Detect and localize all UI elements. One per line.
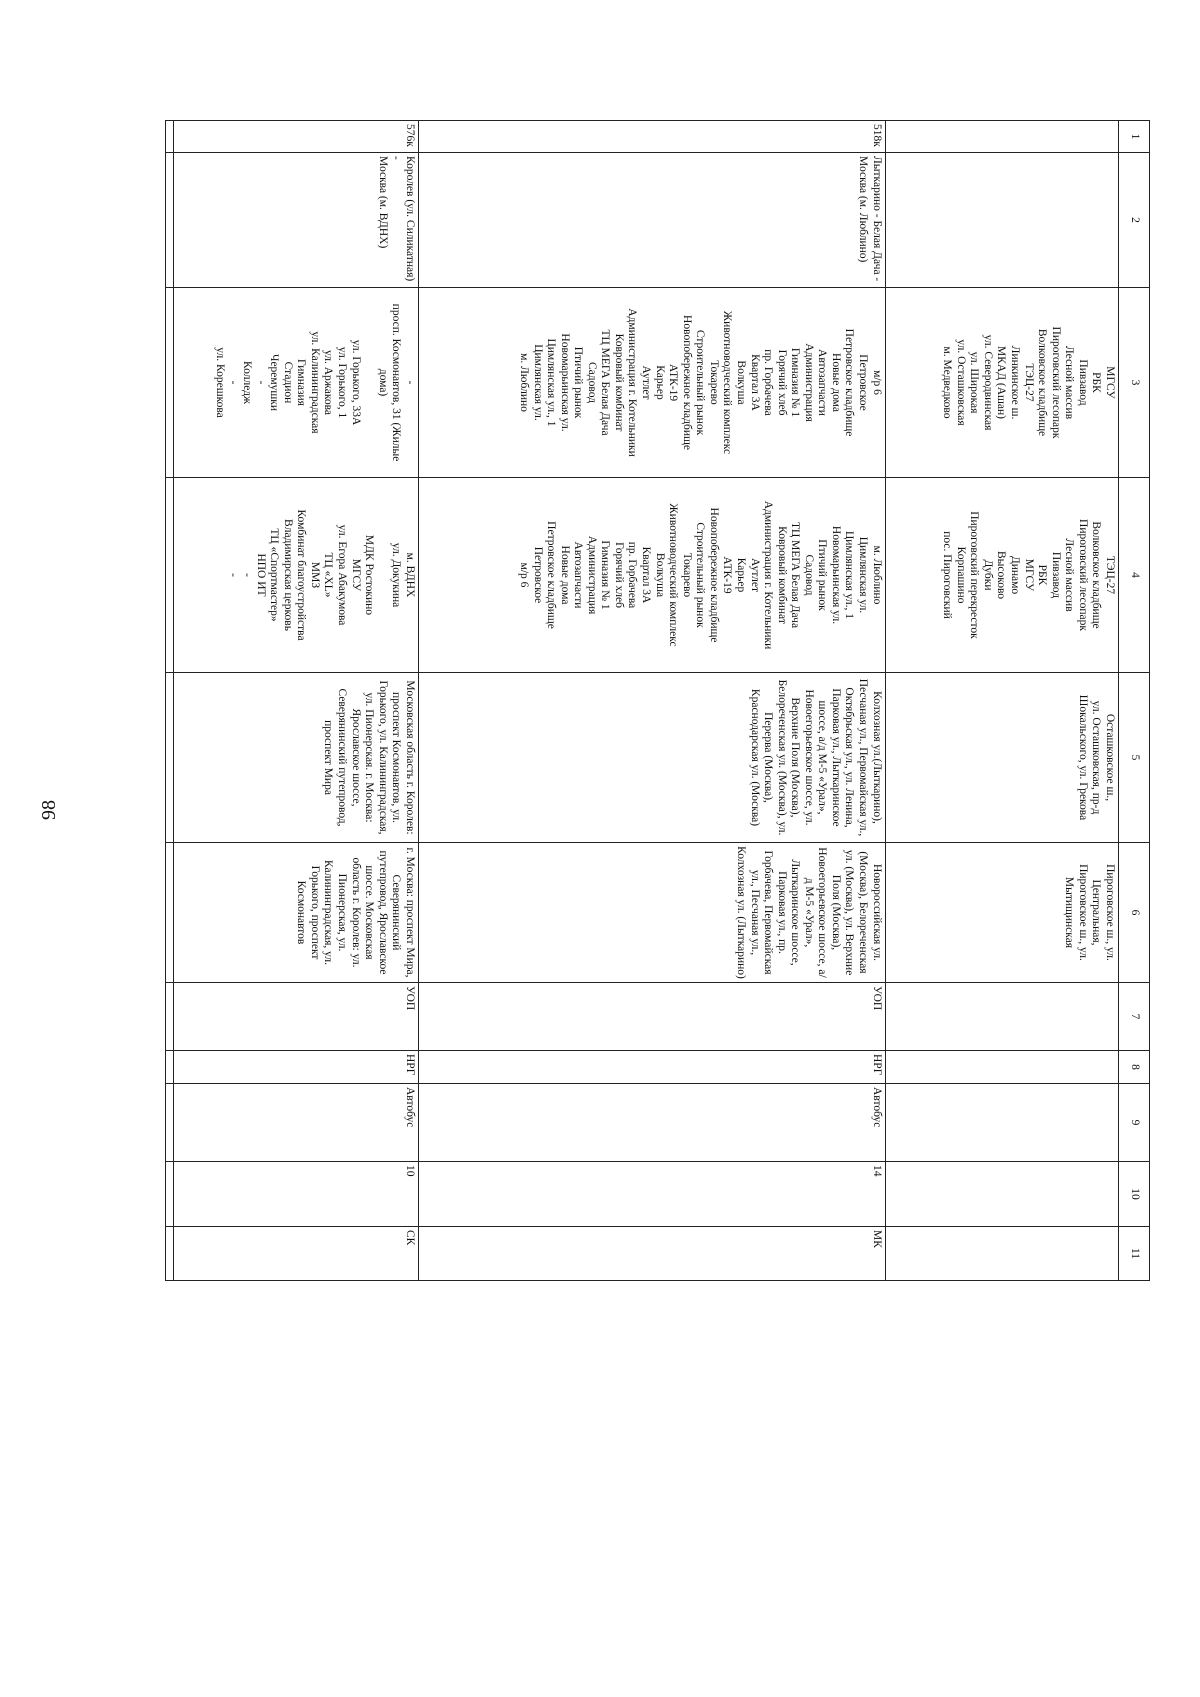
- vehicle-count: 10: [173, 1162, 418, 1227]
- vehicle-class: СК: [173, 1227, 418, 1281]
- boarding-type: УОП: [418, 983, 885, 1051]
- empty-cell: [166, 1051, 174, 1084]
- empty-cell: [166, 1084, 174, 1162]
- streets-forward: Осташковское ш., ул. Осташковская, пр-д Шокальского, ул. Грекова: [885, 673, 1118, 843]
- vehicle-type: Автобус: [418, 1084, 885, 1162]
- empty-cell: [166, 288, 174, 478]
- stops-forward: МГСУ РБК Пивзавод Лесной массив Пироговский лесопарк Волковское кладбище ТЭЦ-27 Линкинское ш. МКАД (Ашан) ул. Северодвинская ул. Широкая ул. Осташковская м. Медведково: [885, 288, 1118, 478]
- tariff-type: НРГ: [173, 1051, 418, 1084]
- table-row: [885, 121, 1118, 1281]
- header-cell: 4: [1119, 478, 1150, 673]
- header-cell: 5: [1119, 673, 1150, 843]
- header-cell: 6: [1119, 843, 1150, 983]
- header-cell: 1: [1119, 121, 1150, 153]
- empty-cell: [166, 983, 174, 1051]
- stops-backward: м. ВДНХ ул. Докукина МДК Ростокино МГСУ ул. Егора Абакумова ТЦ «XL» ММЗ Комбинат благоустройства Владимирская церковь ТЦ «Спортмастер» НПО ИТ - -: [173, 478, 418, 673]
- stops-forward: - просп. Космонавтов, 31 (Жилые дома) ул. Горького, 33А ул. Горького, 1 ул. Аржакова ул. Калининградская Гимназия Стадион Черемушки - Колледж - ул. Корешкова: [173, 288, 418, 478]
- vehicle-class: МК: [418, 1227, 885, 1281]
- table-row: [173, 121, 418, 1281]
- routes-table: [165, 120, 1150, 1281]
- header-cell: 11: [1119, 1227, 1150, 1281]
- header-cell: 10: [1119, 1162, 1150, 1227]
- page-number: 98: [38, 800, 60, 820]
- rotated-sheet: [165, 120, 1150, 1280]
- boarding-type: [885, 983, 1118, 1051]
- empty-cell: [166, 121, 174, 153]
- route-name: Лыткарино - Белая Дача - Москва (м. Люблино): [418, 153, 885, 288]
- header-cell: 3: [1119, 288, 1150, 478]
- route-number: [885, 121, 1118, 153]
- header-row: [1119, 121, 1150, 1281]
- vehicle-type: [885, 1084, 1118, 1162]
- route-name: Королев (ул. Силикатная) - Москва (м. ВДНХ): [173, 153, 418, 288]
- header-cell: 2: [1119, 153, 1150, 288]
- streets-backward: г. Москва: проспект Мира, Северянинский путепровод, Ярославское шоссе. Московская область г. Королев: ул. Пионерская, ул. Калининградская, ул. Горького, проспект Космонавтов: [173, 843, 418, 983]
- empty-cell: [166, 478, 174, 673]
- route-number: 518к: [418, 121, 885, 153]
- empty-cell: [166, 1162, 174, 1227]
- route-name: [885, 153, 1118, 288]
- tariff-type: [885, 1051, 1118, 1084]
- vehicle-type: Автобус: [173, 1084, 418, 1162]
- streets-forward: Московская область г. Королев: проспект Космонавтов, ул. Горького, ул. Калининградская, ул. Пионерская. г. Москва: Ярославское шоссе, Северянинский путепровод, проспект Мира: [173, 673, 418, 843]
- streets-backward: Пироговское ш., ул. Центральная, Пироговское ш., ул. Мытищинская: [885, 843, 1118, 983]
- route-number: 576к: [173, 121, 418, 153]
- header-cell: 8: [1119, 1051, 1150, 1084]
- table-row-empty: [166, 121, 174, 1281]
- empty-cell: [166, 673, 174, 843]
- empty-cell: [166, 1227, 174, 1281]
- streets-forward: Колхозная ул.(Лыткарино), Песчаная ул., Первомайская ул., Октябрьская ул., ул. Ленина, Парковая ул., Лыткаринское шоссе, а/д М-5 «Урал», Новоегорьевское шоссе, ул. Верхние Поля (Москва), Белореченская ул. (Москва), ул. Перерва (Москва), Краснодарская ул. (Москва): [418, 673, 885, 843]
- header-cell: 7: [1119, 983, 1150, 1051]
- streets-backward: Новороссийская ул.(Москва), Белореченская ул. (Москва), ул. Верхние Поля (Москва), Новоегорьевское шоссе, а/д М-5 «Урал», Лыткаринское шоссе, Парковая ул., пр. Горбачева, Первомайская ул., Песчаная ул., Колхозная ул. (Лыткарино): [418, 843, 885, 983]
- stops-forward: м/р 6 Петровское Петровское кладбище Новые дома Автозапчасти Администрация Гимназия № 1 Горячий хлеб пр. Горбачева Квартал 3А Волкуша Животноводческий комплекс Токарево Строительный рынок Новопобережное кладбище АТК-19 Карьер Аутлет Администрация г. Котельники Ковровый комбинат ТЦ МЕГА Белая Дача Садовод Птичий рынок Новомарьинская ул. Цимлянская ул., 1 Цимлянская ул. м. Люблино: [418, 288, 885, 478]
- vehicle-count: 14: [418, 1162, 885, 1227]
- tariff-type: НРГ: [418, 1051, 885, 1084]
- stops-backward: м. Люблино Цимлянская ул. Цимлянская ул., 1 Новомарьинская ул. Птичий рынок Садовод ТЦ МЕГА Белая Дача Ковровый комбинат Администрация г. Котельники Аутлет Карьер АТК-19 Новопобережное кладбище Строительный рынок Токарево Животноводческий комплекс Волкуша Квартал 3А пр. Горбачева Горячий хлеб Гимназия № 1 Администрация Автозапчасти Новые дома Петровское кладбище Петровское м/р 6: [418, 478, 885, 673]
- stops-backward: ТЭЦ-27 Волковское кладбище Пироговский лесопарк Лесной массив Пивзавод РБК МГСУ Динамо Высоково Дубки Пироговский перекресток Корпашино пос. Пироговский: [885, 478, 1118, 673]
- header-cell: 9: [1119, 1084, 1150, 1162]
- boarding-type: УОП: [173, 983, 418, 1051]
- empty-cell: [166, 153, 174, 288]
- vehicle-count: [885, 1162, 1118, 1227]
- table-row: [418, 121, 885, 1281]
- vehicle-class: [885, 1227, 1118, 1281]
- empty-cell: [166, 843, 174, 983]
